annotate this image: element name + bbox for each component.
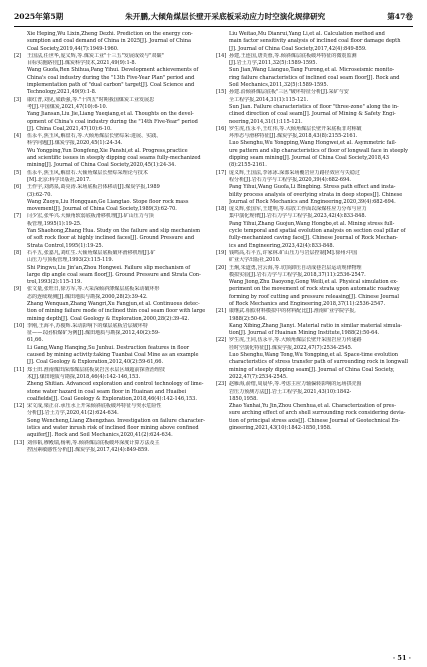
reference-line: Soil Mechanics,2011,32(5):1589-1595. [229,82,329,89]
reference-line: China's coal industry during the "13th Five-Year Plan" period and [27,74,195,81]
reference-line: mining of steeply dipping seam[J]. Journal of China Coal Society, [229,366,395,373]
reference-text [229,403,413,432]
reference-entry [14,31,211,53]
reference-line: tion of principal stress axis[J]. Chinese Journal of Geotechnical En- [229,417,401,424]
reference-line: Xie Heping,Wu Lixin,Zheng Dezhi. Prediction on the energy con- [27,31,193,37]
reference-text [27,250,211,265]
reference-line: Technology,2021,49(9):1-8. [27,89,97,96]
reference-text [27,67,211,96]
reference-line: 科学问题[J].煤炭学报,2020,45(1):24-34. [27,140,123,147]
reference-line: aquifer[J]. Rock and Soil Mechanics,2020,41(2):624-634. [27,432,173,439]
reference-number: [23] [216,381,227,388]
reference-text [229,140,413,169]
reference-text [229,126,413,141]
reference-line: [J]. Journal of China Coal Society,2017,42(4):849-859. [229,45,367,52]
reference-entry [14,345,211,367]
reference-text [229,250,413,265]
reference-line: 伍永平,焦玉风,解盘石,等.大倾角煤层长壁综采:进展、实践、 [27,133,162,140]
reference-line: 态的连续观测[J].煤田地质与勘探,2000,28(2):39-42. [27,293,148,300]
reference-line: [M].北京:科学出版社,2017. [27,176,91,183]
reference-entry [216,352,413,381]
reference-text [27,97,211,112]
reference-text [27,133,211,148]
reference-line: Shi Pingwu,Liu Jin'an,Zhou Hongwei. Failure slip mechanism of [27,264,191,271]
reference-text [229,170,413,185]
reference-line: [J]. Coal Geology & Exploration,2012,40(2):59-61,66. [27,359,164,366]
reference-text [27,403,211,418]
reference-line: 石平五,张嘉凡,刘红生.大倾角煤层底板破坏滑移机理[J].矿 [27,249,156,256]
reference-line: Zhang Wenquan,Zhang Wangri,Xu Fangjun,et al. Continuous detec- [27,300,200,307]
reference-line: Pang Yihui,Wang Guofa,Li Bingbing. Stress path effect and insta- [229,184,396,191]
reference-entry [216,265,413,280]
reference-line: 矿业大学出版社,2010. [229,257,281,264]
reference-line: 61,66. [27,337,44,344]
reference-line: 1988(2):50-64. [229,315,267,322]
reference-line: 钱鸣高,石平五,许家林.矿山压力与岩层控制[M].徐州:中国 [229,249,358,256]
reference-line: 庞义辉,张国军,王建明,等.综放工作面以深煤柱应力分布与应力 [229,206,367,213]
reference-line: mining depth[J]. Coal Geology & Exploration,2000,28(2):39-42. [27,315,190,322]
reference-line: Kang Xibing,Zhang Jianyi. Material ratio in similar material simula- [229,322,402,329]
reference-number: [5] [14,169,22,176]
reference-text [27,440,211,455]
reference-entry [14,184,211,199]
reference-line: Liu Weitao,Mu Dianrui,Yang Li,et al. Calculation method and [229,31,385,37]
reference-number: [16] [216,125,227,132]
reference-line: 征——以团柏煤矿为例[J].煤田地质与勘探,2012,40(2):59- [27,330,160,337]
reference-text [229,279,413,308]
reference-text [229,89,413,104]
reference-line: periment on the movement of rock strata upon automatic roadway [229,286,400,293]
reference-entry [14,403,211,418]
volume-label: 第47卷 [387,11,413,21]
reference-entry [216,184,413,206]
reference-line: Zhao Yanhai,Yu Jin,Zhou Chenhua,et al. Characterization of pres- [229,403,396,410]
reference-line: sure arching effect of arch shell surrounding rock considering devia- [229,410,406,417]
reference-line: 模拟实验[J].岩石力学与工程学报,2018,37(11):2536-2547. [229,271,366,278]
reference-line: 山压力与顶板管理,1993(2):115-119. [27,257,114,264]
reference-entry [14,367,211,382]
reference-line: tion of mining failure mode of inclined thin coal seam floor with large [27,308,206,315]
reference-line: 闫少宏,张华兴.大倾角软弱底板滑移机理[J].矿山压力与顶 [27,213,154,220]
reference-line: 孙建,王连国,唐芙蓉,等.倾斜煤层底板破坏特征的微震监测 [229,52,357,59]
reference-text [27,228,211,250]
reference-number: [6] [14,184,22,191]
reference-entry [216,250,413,265]
reference-number: [20] [216,264,227,271]
reference-text [229,206,413,221]
reference-line: tion[J]. Journal of Huainan Mining Institute,1988(2):50-64. [229,330,380,337]
reference-line: stone water hazard in coal seam floor in Huainan and Huaibei [27,388,187,395]
reference-text [229,381,413,403]
reference-line: mining[J]. Journal of China Coal Society,2020,45(1):24-34. [27,162,176,169]
reference-entry [216,403,413,432]
reference-line: 刘伟韬,穆殿瑞,杨利,等.倾斜煤层底板破坏深度计算方法及主 [27,439,160,446]
reference-line: 宋文成,梁正召.承压水上开采倾斜底板破坏特征与突水危险性 [27,403,162,410]
reference-line: large dip angle coal seam floor[J]. Ground Pressure and Strata Con- [27,271,201,278]
reference-line: caused by mining activity:taking Tuanbai Coal Mine as an example [27,352,199,359]
reference-number: [3] [14,96,22,103]
reference-text [27,367,211,382]
reference-text [229,31,413,53]
reference-line: Wang Guofa,Ren Shihua,Pang Yihui. Development achievements of [27,67,199,74]
reference-text [27,345,211,367]
reference-line: implementation path of "dual carbon" target[J]. Coal Science and [27,82,195,89]
reference-entry [14,199,211,214]
reference-entry [14,97,211,112]
reference-line: 罗生虎,伍永平,王红伟,等.大倾角煤层长壁开采底板非对称破 [229,125,362,132]
reference-line: Luo Shenghu,Wang Tong,Wu Yongping,et al. Space-time evolution [229,352,399,359]
reference-entry [14,286,211,301]
reference-entry [14,381,211,403]
reference-line: Wang Jiong,Zhu Daoyong,Gong Weili,et al. Physical simulation ex- [229,279,398,286]
reference-text [229,221,413,250]
reference-text [27,265,211,287]
reference-entry [14,323,211,345]
reference-entry [216,323,413,338]
reference-entry [14,148,211,170]
reference-line: 1850,1958. [229,395,258,402]
page-number: · 51 · [392,654,411,662]
reference-number: [4] [14,133,22,140]
reference-entry [14,53,211,68]
reference-number: [19] [216,249,227,256]
reference-line: gineering,2021,43(10):1842-1850,1958. [229,425,332,432]
reference-line: neering,2014,31(1):115-121. [229,118,303,125]
references-left-column [14,31,211,454]
reference-line: 程分析[J].岩石力学与工程学报,2020,39(4):682-694. [229,176,352,183]
reference-number: [10] [14,322,25,329]
reference-line: 坏形态与滑移特征[J].煤炭学报,2018,43(8):2155-2161. [229,133,358,140]
reference-entry [14,440,211,455]
reference-line: 罗生虎,王同,伍永平,等.大倾角煤层长壁开采围岩应力传递路 [229,337,362,344]
reference-number: [17] [216,169,227,176]
reference-line: coalfields[J]. Coal Geology & Exploration,2018,46(4):142-146,153. [27,395,197,402]
reference-text [27,148,211,170]
references-right-column [216,31,413,432]
reference-line: 全工程学报,2014,31(1):115-121. [229,96,309,103]
reference-number: [7] [14,213,22,220]
reference-line: 赵雁海,俞缙,周晨华,等.考虑主应力轴偏转影响的远场拱壳围 [229,381,362,388]
reference-text [27,286,211,301]
reference-number: [13] [14,439,25,446]
reference-number: [15] [216,89,227,96]
reference-line: 康继武.相似材料模拟中的材料配比[J].淮南矿业学院学报, [229,308,356,315]
reference-entry [216,221,413,250]
reference-line: ure pattern and slip characteristics of floor of longwall face in steeply [229,147,409,154]
reference-entry [216,170,413,185]
reference-line: Yang Jiansan,Liu Jie,Liang Yueqiang,et al. Thoughts on the devel- [27,111,194,118]
reference-number: [11] [14,366,25,373]
reference-line: 板管理,1995(1):19-25. [27,220,82,227]
reference-line: 王作宇,刘鸿泉,葛亮涛.采场底板岩体移动[J].煤炭学报,1989 [27,184,160,191]
reference-line: forming by roof cutting and pressure releasing[J]. Chinese Journal [229,293,400,300]
reference-line: and scientific issues in steeply dipping coal seams fully-mechanized [27,155,201,162]
reference-line: cycle temporal and spatial evolution analysis on section coal pillar of [229,228,406,235]
reference-entry [14,111,211,133]
reference-line: istics and water inrush risk of inclined floor mining above confined [27,425,199,432]
reference-line: opment of China's coal industry during the "14th Five-Year" period [27,118,198,125]
reference-number: [12] [14,403,25,410]
reference-text [27,31,211,53]
reference-line: ring failure characteristics of inclined coal seam floor[J]. Rock and [229,74,400,81]
reference-line: Sun Jian. Failure characteristics of floor "three-zone" along the in- [229,103,399,110]
reference-entry [216,308,413,323]
reference-line: Sun Jian,Wang Lianguo,Tang Furong,et al. Microseismic monito- [229,67,395,74]
reference-text [27,199,211,214]
reference-line: 考[J].中国煤炭,2021,47(10):6-10. [27,103,108,110]
reference-line: 王炯,朱道勇,宫云海,等.切顶卸压自动成巷岩层运动规律物理 [229,264,362,271]
reference-line: Coal Society,2019,44(7):1949-1960. [27,45,119,52]
reference-line: Wang Zuoyu,Liu Hongquan,Ge Liangtao. Stope floor rock mass [27,198,189,205]
reference-text [27,301,211,323]
reference-entry [14,228,211,250]
reference-entry [216,104,413,126]
reference-text [229,53,413,68]
reference-line: 集中演化规律[J].岩石力学与工程学报,2023,42(4):833-848. [229,213,367,220]
reference-line: Pang Yihui,Zhang Guojun,Wang Hongbo,et al. Mining stress full- [229,220,395,227]
reference-line: characteristics of stress transfer path of surrounding rock in longwall [229,359,408,366]
reference-line: Zheng Shitian. Advanced exploration and control technology of lime- [27,381,204,388]
reference-line: [J]. China Coal,2021,47(10):6-10. [27,125,112,132]
reference-entry [216,126,413,141]
reference-line: [J].岩土力学,2011,32(5):1589-1595. [229,60,318,67]
reference-line: (3):62-70. [27,191,53,198]
reference-line: 术[J].煤田地质与勘探,2018,46(4):142-146,153. [27,373,141,380]
reference-line: 控因素敏感性分析[J].煤炭学报,2017,42(4):849-859. [27,446,150,453]
reference-text [229,104,413,126]
reference-entry [14,67,211,96]
reference-text [229,308,413,323]
reference-line: 孙建.沿倾斜煤层底板"三区"破坏特征分析[J].采矿与安 [229,89,349,96]
reference-entry [216,337,413,352]
reference-line: fully-mechanized caving face[J]. Chinese Journal of Rock Mechan- [229,235,398,242]
reference-number: [14] [216,52,227,59]
reference-line: sumption and coal demand of China in 2025[J]. Journal of China [27,38,191,45]
reference-entry [14,133,211,148]
reference-text [27,53,211,68]
reference-number: [18] [216,206,227,213]
reference-number: [8] [14,249,22,256]
reference-line: clined direction of coal seam[J]. Journal of Mining & Safety Engi- [229,111,396,118]
reference-text [229,323,413,338]
reference-line: 岩压力预测方法[J].岩土工程学报,2021,43(10):1842- [229,388,352,395]
reference-line: 李刚,王海平,苏俊辉.采动影响下的煤层底板岩层破坏特 [27,322,148,329]
reference-entry [216,140,413,169]
reference-line: 王国法,任世华,庞义辉,等.煤炭工业"十三五"发展成效与"双碳" [27,52,164,59]
reference-entry [216,53,413,68]
reference-line: dipping seam mining[J]. Journal of China Coal Society,2018,43 [229,155,389,162]
reference-line: Strata Control,1995(1):19-25. [27,242,104,249]
reference-text [27,323,211,345]
reference-text [229,265,413,280]
reference-line: 郑士田.淮南煤田深部煤层底板灰岩含水层区域超前探查治理技 [27,366,165,373]
reference-text [27,418,211,440]
reference-line: of soft rock floor at highly inclined faces[J]. Ground Pressure and [27,235,195,242]
reference-line: 庞义辉,王国法,李冰冰.深部采场覆岩应力路径效应与失稳过 [229,169,360,176]
reference-line: movement[J]. Journal of China Coal Society,1989(3):62-70. [27,206,177,213]
reference-entry [216,89,413,104]
reference-line: Li Gang,Wang Hanqing,Su Junhui. Destruction features in floor [27,344,190,351]
reference-line: Wu Yongping,Yun Dongfeng,Xie Panshi,et al. Progress,practice [27,147,188,154]
reference-line: main factor sensitivity analysis of inclined coal floor damage depth [229,38,401,45]
reference-text [229,352,413,381]
reference-line: Journal of Rock Mechanics and Engineering,2020,39(4):682-694. [229,198,396,205]
reference-text [27,184,211,199]
reference-line: 目标实施路径[J].煤炭科学技术,2021,49(9):1-8. [27,60,137,67]
reference-line: 张文量,张旺日,徐方军,等.大采深倾斜薄煤层底板采动破坏形 [27,286,160,293]
reference-number: [22] [216,337,227,344]
header-rule [14,26,413,27]
reference-text [229,67,413,89]
reference-number: [2] [14,52,22,59]
reference-line: trol,1993(2):115-119. [27,279,82,286]
running-header [14,9,413,23]
reference-line: 2022,47(7):2534-2545. [229,373,288,380]
reference-text [27,170,211,185]
reference-entry [216,279,413,308]
reference-line: 径时空演化特征[J].煤炭学报,2022,47(7):2534-2545. [229,344,353,351]
reference-text [229,184,413,206]
reference-text [27,111,211,133]
reference-entry [14,418,211,440]
reference-entry [14,170,211,185]
reference-line: 康红普,刘见,梁跃强,等."十四五"时期我国煤炭工业发展思 [27,96,155,103]
reference-text [27,213,211,228]
reference-line: Yan Shaohong,Zhang Hua. Study on the failure and slip mechanism [27,228,201,235]
article-title-header: 朱开鹏,大倾角煤层长壁开采底板采动应力时空演化规律研究 [125,11,326,21]
reference-line: of Rock Mechanics and Engineering,2018,37(11):2536-2547. [229,300,386,307]
reference-entry [216,67,413,89]
reference-line: ics and Engineering,2023,42(4):833-848. [229,242,335,249]
reference-line: (8):2155-2161. [229,162,267,169]
reference-text [27,381,211,403]
reference-number: [21] [216,308,227,315]
reference-entry [14,250,211,265]
reference-entry [216,381,413,403]
reference-entry [216,31,413,53]
reference-entry [14,265,211,287]
reference-entry [216,206,413,221]
reference-line: 伍永平,焦玉风,解盘石.大倾角煤层长壁综采理论与技术 [27,169,148,176]
reference-number: [9] [14,286,22,293]
reference-line: bility process analysis of overlying strata in deep stopes[J]. Chinese [229,191,403,198]
reference-entry [14,301,211,323]
reference-line: Luo Shenghu,Wu Yongping,Wang Hongwei,et al. Asymmetric fail- [229,140,397,147]
reference-text [229,337,413,352]
issue-label: 2025年第5期 [14,11,64,21]
reference-line: Song Wencheng,Liang Zhengzhao. Investigation on failure character- [27,417,205,424]
reference-entry [14,213,211,228]
reference-line: 分析[J].岩土力学,2020,41(2):624-634. [27,410,119,417]
